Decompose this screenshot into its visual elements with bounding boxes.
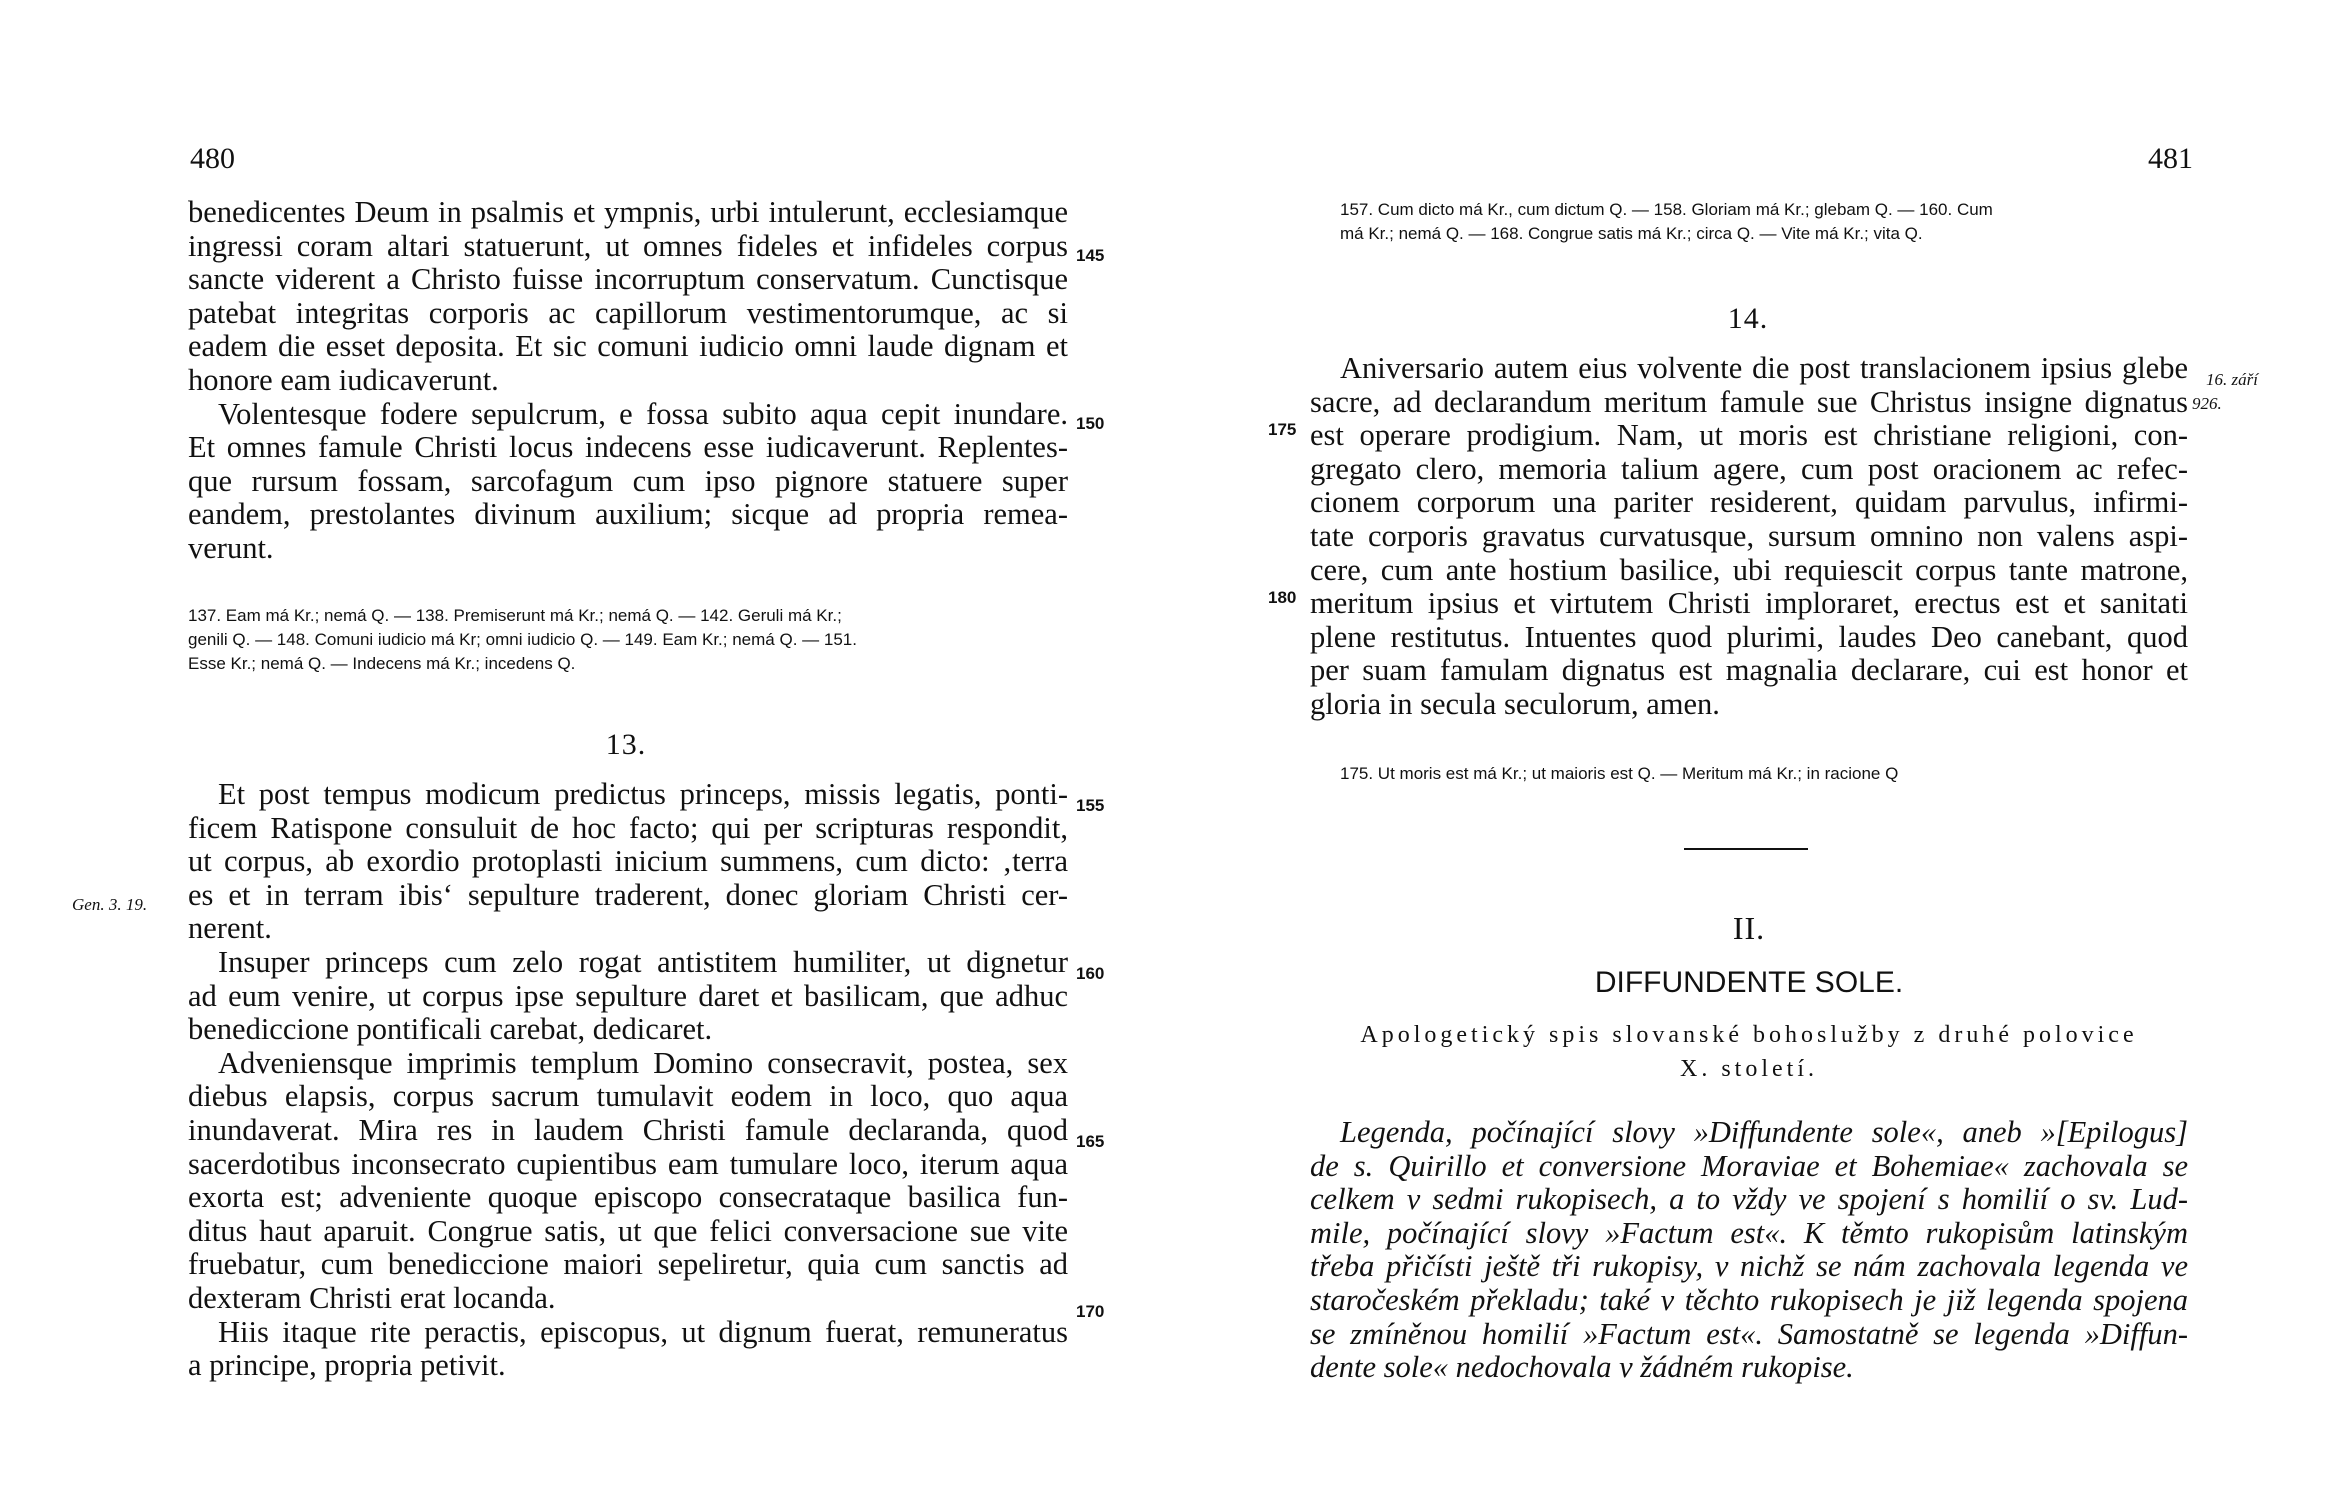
text-line: per suam famulam dignatus est magnalia declarare, cui est honor et: [1310, 653, 2188, 688]
text-line: eadem die esset deposita. Et sic comuni iudicio omni laude dignam et: [188, 329, 1068, 364]
text-line: honore eam iudicaverunt.: [188, 362, 499, 397]
line-number: 165: [1076, 1132, 1105, 1151]
text-line: ditus haut aparuit. Congrue satis, ut que felici conversacione sue vite: [188, 1213, 1068, 1248]
text-line: Volentesque fodere sepulcrum, e fossa subito aqua cepit inundare.: [218, 396, 1068, 431]
text-line: sacre, ad declarandum meritum famule sue Christus insigne dignatus: [1310, 384, 2188, 419]
footnote-line: genili Q. — 148. Comuni iudicio má Kr; omni iudicio Q. — 149. Eam Kr.; nemá Q. — 151.: [188, 630, 857, 649]
text-line: Aniversario autem eius volvente die post translacionem ipsius glebe: [1340, 351, 2188, 385]
text-line: diebus elapsis, corpus sacrum tumulavit eodem in loco, quo aqua: [188, 1079, 1068, 1114]
text-line: exorta est; adveniente quoque episcopo consecrataque basilica fun-: [188, 1180, 1068, 1215]
text-line: celkem v sedmi rukopisech, a to vždy ve spojení s homilií o sv. Lud-: [1310, 1182, 2188, 1217]
text-line: ficem Ratispone consuluit de hoc facto; qui per scripturas respondit,: [188, 810, 1068, 845]
line-number: 150: [1076, 414, 1105, 433]
text-line: que rursum fossam, sarcofagum cum ipso pignore statuere super: [188, 463, 1068, 498]
text-line: mile, počínající slovy »Factum est«. K těmto rukopisům latinským: [1310, 1215, 2188, 1250]
text-line: de s. Quirillo et conversione Moraviae et Bohemiae« zachovala se: [1310, 1148, 2188, 1183]
text-block-12-end: [188, 196, 1068, 566]
text-line: est operare prodigium. Nam, ut moris est christiane religioni, con-: [1310, 418, 2188, 453]
text-line: Et post tempus modicum predictus princeps, missis legatis, ponti-: [218, 777, 1068, 811]
text-line: nerent.: [188, 911, 272, 946]
text-line: dexteram Christi erat locanda.: [188, 1280, 556, 1315]
section-number-14: 14.: [1727, 302, 1769, 335]
line-number: 175: [1268, 420, 1297, 439]
margin-reference-year: 926.: [2192, 394, 2222, 413]
text-line: eandem, prestolantes divinum auxilium; sicque ad propria remea-: [188, 497, 1068, 532]
text-line: verunt.: [188, 530, 274, 565]
divider-rule: [1684, 848, 1808, 850]
text-block-13: [188, 778, 1068, 1383]
footnotes-left-1: [188, 604, 1064, 676]
text-line: Et omnes famule Christi locus indecens esse iudicaverunt. Replentes-: [188, 430, 1068, 465]
text-line: benedicentes Deum in psalmis et ympnis, urbi intulerunt, ecclesiamque: [188, 195, 1068, 229]
text-line: gregato clero, memoria talium agere, cum post oracionem ac refec-: [1310, 451, 2188, 486]
text-line: Insuper princeps cum zelo rogat antistitem humiliter, ut dignetur: [218, 944, 1068, 979]
line-number: 155: [1076, 796, 1105, 815]
page-number-left: 480: [190, 142, 235, 175]
footnote-right: [1340, 762, 2190, 786]
margin-reference-genesis: Gen. 3. 19.: [72, 895, 148, 914]
footnote-line: 175. Ut moris est má Kr.; ut maioris est Q. — Meritum má Kr.; in racione Q: [1340, 764, 1899, 783]
chapter-subtitle-line2: X. století.: [1680, 1056, 1818, 1082]
text-line: Legenda, počínající slovy »Diffundente sole«, aneb »[Epilogus]: [1340, 1115, 2188, 1149]
text-line: třeba přičísti ještě tři rukopisy, v nichž se nám zachovala legenda ve: [1310, 1249, 2188, 1284]
footnote-line: má Kr.; nemá Q. — 168. Congrue satis má Kr.; circa Q. — Vite má Kr.; vita Q.: [1340, 224, 1923, 243]
text-line: dente sole« nedochovala v žádném rukopise.: [1310, 1350, 1854, 1385]
text-line: es et in terram ibis‘ sepulture traderent, donec gloriam Christi cer-: [188, 877, 1068, 912]
text-block-14: [1310, 352, 2188, 722]
text-line: cere, cum ante hostium basilice, ubi requiescit corpus tante matrone,: [1310, 552, 2188, 587]
chapter-title: DIFFUNDENTE SOLE.: [1594, 966, 1904, 999]
text-line: fruebatur, cum benediccione maiori sepeliretur, quia cum sanctis ad: [188, 1247, 1068, 1282]
text-line: sancte viderent a Christo fuisse incorruptum conservatum. Cunctisque: [188, 262, 1068, 297]
text-line: patebat integritas corporis ac capillorum vestimentorumque, ac si: [188, 295, 1068, 330]
text-line: ingressi coram altari statuerunt, ut omnes fideles et infideles corpus: [188, 228, 1068, 263]
footnote-line: 137. Eam má Kr.; nemá Q. — 138. Premiserunt má Kr.; nemá Q. — 142. Geruli má Kr.;: [188, 606, 842, 625]
line-number: 170: [1076, 1302, 1105, 1321]
text-line: ad eum venire, ut corpus ipse sepulture daret et basilicam, que adhuc: [188, 978, 1068, 1013]
text-line: sacerdotibus inconsecrato cupientibus eam tumulare loco, iterum aqua: [188, 1146, 1068, 1181]
text-line: inundaverat. Mira res in laudem Christi famule declaranda, quod: [188, 1112, 1068, 1147]
page-number-right: 481: [2148, 142, 2193, 175]
line-number: 145: [1076, 246, 1105, 265]
text-line: a principe, propria petivit.: [188, 1348, 506, 1383]
line-number: 160: [1076, 964, 1105, 983]
text-line: tate corporis gravatus curvatusque, sursum omnino non valens aspi-: [1310, 518, 2188, 553]
chapter-subtitle-line1: Apologetický spis slovanské bohoslužby z druhé polovice: [1360, 1022, 2138, 1048]
chapter-intro: [1310, 1116, 2188, 1385]
footnote-line: 157. Cum dicto má Kr., cum dictum Q. — 158. Gloriam má Kr.; glebam Q. — 160. Cum: [1340, 200, 1993, 219]
text-line: benediccione pontificali carebat, dedicaret.: [188, 1012, 713, 1047]
text-line: ut corpus, ab exordio protoplasti inicium summens, cum dicto: ‚terra: [188, 844, 1068, 879]
line-number: 180: [1268, 588, 1297, 607]
text-line: Adveniensque imprimis templum Domino consecravit, postea, sex: [218, 1045, 1068, 1080]
text-line: gloria in secula seculorum, amen.: [1310, 686, 1720, 721]
section-number-13: 13.: [605, 728, 647, 761]
text-line: se zmíněnou homilií »Factum est«. Samostatně se legenda »Diffun-: [1310, 1316, 2188, 1351]
footnote-line: Esse Kr.; nemá Q. — Indecens má Kr.; incedens Q.: [188, 654, 576, 673]
text-line: Hiis itaque rite peractis, episcopus, ut dignum fuerat, remuneratus: [218, 1314, 1068, 1349]
text-line: cionem corporum una pariter residerent, quidam parvulus, infirmi-: [1310, 485, 2188, 520]
margin-reference-date: 16. září: [2206, 370, 2258, 389]
text-line: meritum ipsius et virtutem Christi imploraret, erectus est et sanitati: [1310, 586, 2188, 621]
chapter-number: II.: [1732, 910, 1766, 946]
footnotes-right-top: [1340, 198, 2190, 246]
text-line: staročeském překladu; také v těchto rukopisech je již legenda spojena: [1310, 1282, 2188, 1317]
text-line: plene restitutus. Intuentes quod plurimi, laudes Deo canebant, quod: [1310, 619, 2188, 654]
